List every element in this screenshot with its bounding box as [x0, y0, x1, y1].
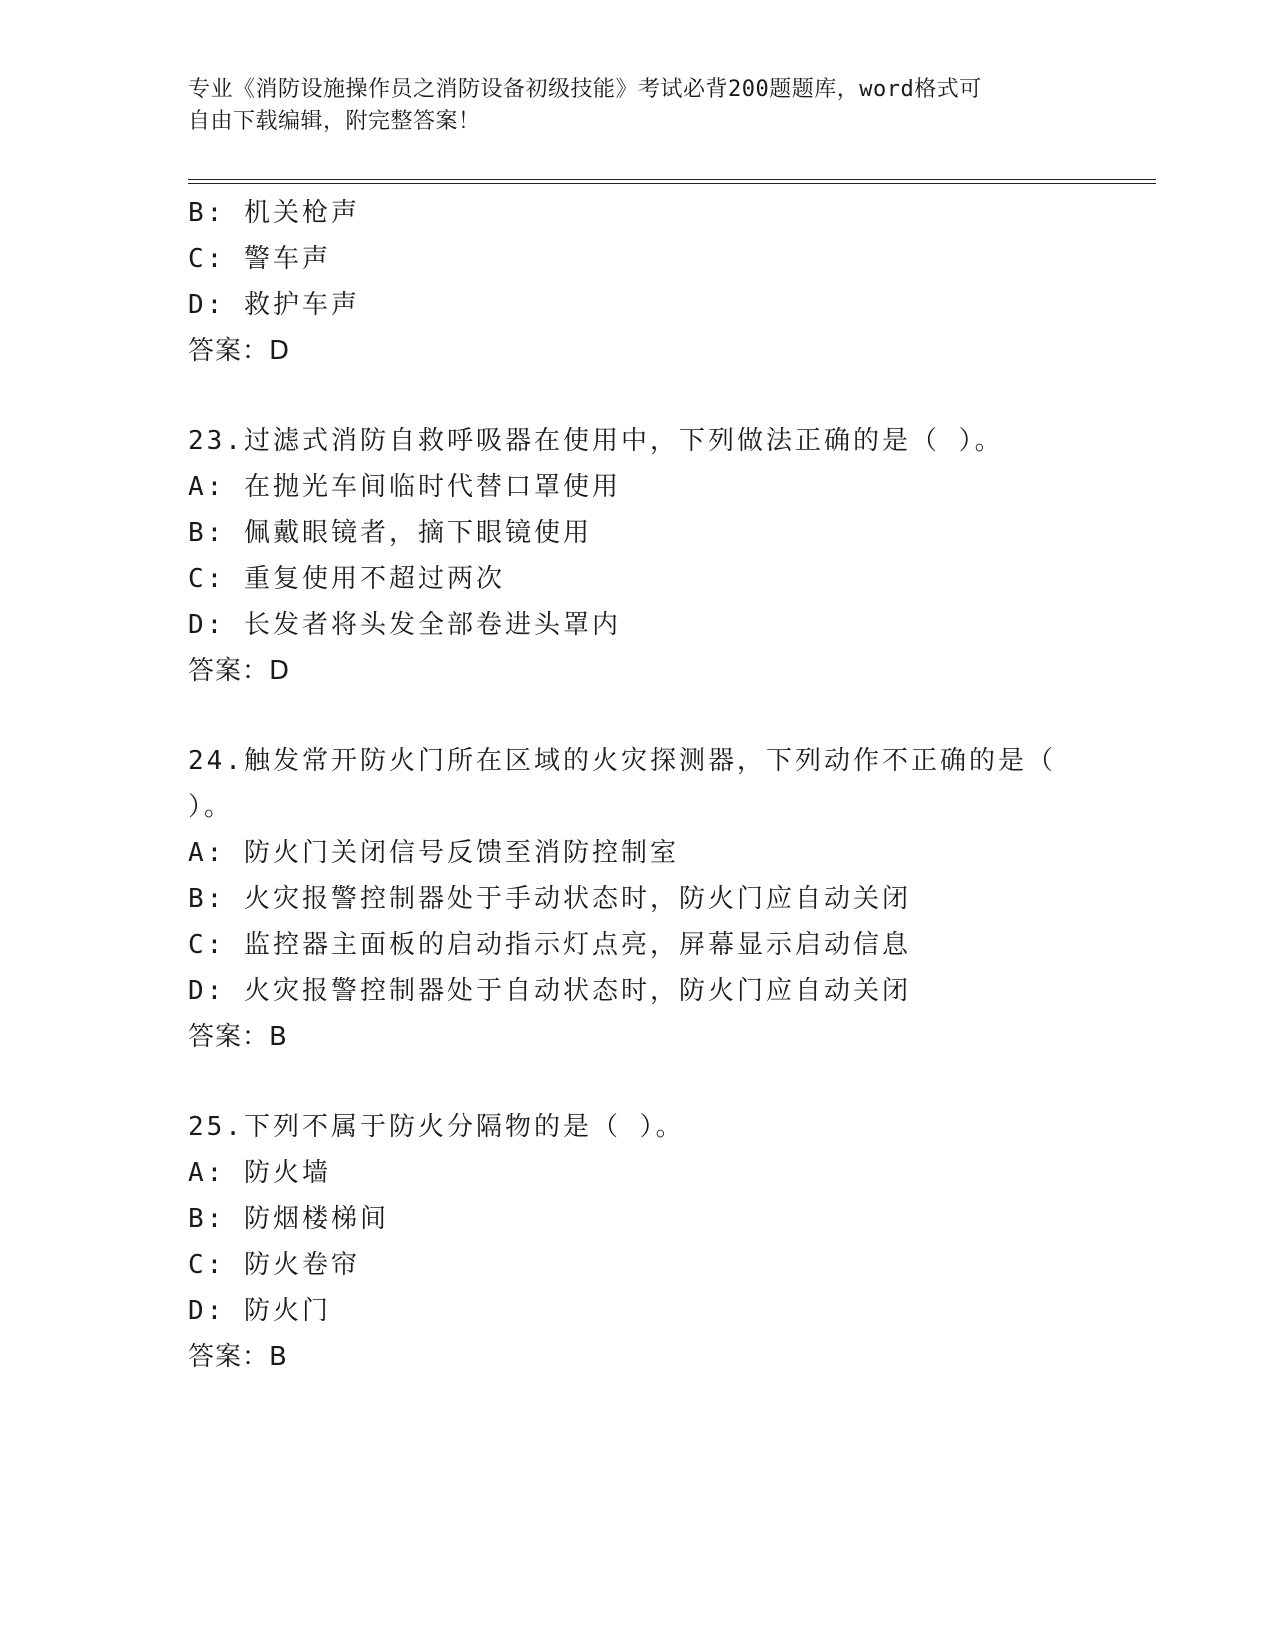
- option-d: D: 火灾报警控制器处于自动状态时，防火门应自动关闭: [188, 976, 911, 1006]
- option-b: B: 防烟楼梯间: [188, 1204, 389, 1234]
- option-a: A: 防火门关闭信号反馈至消防控制室: [188, 838, 679, 868]
- header-divider: [188, 179, 1156, 184]
- answer-line: 答案：D: [188, 656, 291, 686]
- option-c: C: 监控器主面板的启动指示灯点亮，屏幕显示启动信息: [188, 930, 911, 960]
- question-24: [188, 738, 1068, 1060]
- header-line-2: 自由下载编辑，附完整答案！: [188, 109, 481, 134]
- option-c: C: 警车声: [188, 244, 331, 274]
- answer-line: 答案：B: [188, 1022, 288, 1052]
- question-stem-line-2: ）。: [188, 792, 234, 822]
- option-c: C: 重复使用不超过两次: [188, 564, 505, 594]
- spacer: [188, 694, 1068, 738]
- spacer: [188, 1060, 1068, 1104]
- question-stem-line-1: 24.触发常开防火门所在区域的火灾探测器，下列动作不正确的是（: [188, 746, 1056, 776]
- previous-question-block: [188, 190, 1068, 374]
- answer-line: 答案：B: [188, 1342, 288, 1372]
- option-b: B: 机关枪声: [188, 198, 360, 228]
- option-b: B: 佩戴眼镜者，摘下眼镜使用: [188, 518, 592, 548]
- question-23: [188, 418, 1068, 694]
- spacer: [188, 374, 1068, 418]
- question-25: [188, 1104, 1068, 1380]
- answer-line: 答案：D: [188, 336, 291, 366]
- option-d: D: 防火门: [188, 1296, 331, 1326]
- option-d: D: 救护车声: [188, 290, 360, 320]
- option-d: D: 长发者将头发全部卷进头罩内: [188, 610, 621, 640]
- option-b: B: 火灾报警控制器处于手动状态时，防火门应自动关闭: [188, 884, 911, 914]
- option-a: A: 防火墙: [188, 1158, 331, 1188]
- header-line-1: 专业《消防设施操作员之消防设备初级技能》考试必背200题题库，word格式可: [188, 77, 982, 102]
- question-stem: 25.下列不属于防火分隔物的是（ ）。: [188, 1112, 685, 1142]
- question-content: [188, 190, 1068, 1380]
- option-a: A: 在抛光车间临时代替口罩使用: [188, 472, 621, 502]
- question-stem: 23.过滤式消防自救呼吸器在使用中，下列做法正确的是（ ）。: [188, 426, 1004, 456]
- option-c: C: 防火卷帘: [188, 1250, 360, 1280]
- document-header: [188, 74, 1068, 138]
